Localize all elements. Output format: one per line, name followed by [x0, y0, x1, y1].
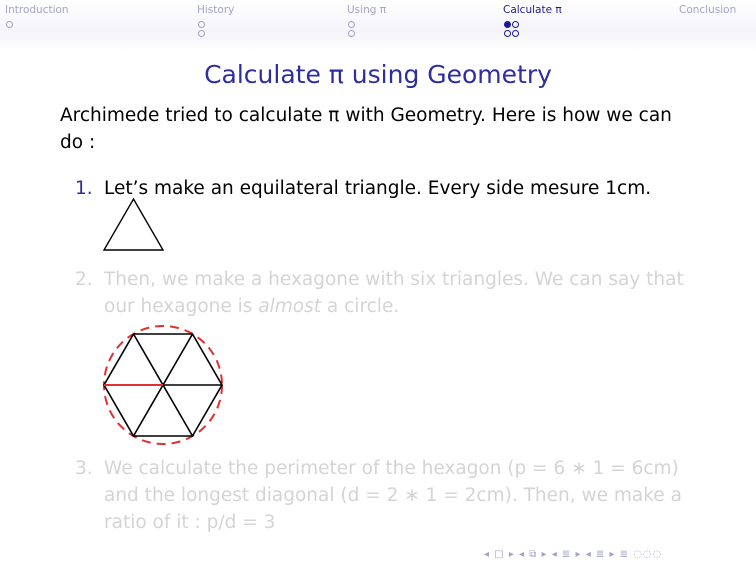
- list-text-emphasis: almost: [258, 296, 322, 317]
- nav-dot-history-2[interactable]: [198, 30, 205, 37]
- nav-dot-using-2[interactable]: [348, 30, 355, 37]
- nav-dot-history-1[interactable]: [198, 21, 205, 28]
- list-number: 2.: [75, 269, 93, 290]
- list-text: Let’s make an equilateral triangle. Every side mesure 1cm.: [104, 178, 652, 199]
- nav-section-calculate-pi[interactable]: Calculate π: [503, 4, 562, 16]
- list-text-line-3: ratio of it : p/d = 3: [104, 512, 276, 533]
- nav-dot-calc-4[interactable]: [512, 30, 519, 37]
- hexagon-diagonal-1: [134, 334, 193, 436]
- nav-dot-calc-2[interactable]: [512, 21, 519, 28]
- list-text: [104, 455, 704, 536]
- nav-dot-calc-3[interactable]: [504, 30, 511, 37]
- nav-dot-intro-1[interactable]: [6, 21, 13, 28]
- hexagon-figure: [104, 326, 222, 444]
- nav-section-conclusion[interactable]: Conclusion: [679, 4, 737, 16]
- hexagon-diagonal-2: [134, 334, 193, 436]
- intro-paragraph: Archimede tried to calculate π with Geometry. Here is how we can do :: [60, 105, 672, 153]
- hexagon: [104, 334, 222, 436]
- list-number: 3.: [75, 458, 93, 479]
- list-text-line-1: We calculate the perimeter of the hexagon (p = 6 ∗ 1 = 6cm): [104, 458, 679, 479]
- circumscribed-circle: [104, 326, 222, 444]
- list-text-line-2: and the longest diagonal (d = 2 ∗ 1 = 2cm). Then, we make a: [104, 485, 682, 506]
- list-text-part: Then, we make a hexagone with six triangles. We can say that our hexagone is: [104, 269, 684, 317]
- slide-title: Calculate π using Geometry: [204, 60, 552, 89]
- nav-section-history[interactable]: History: [197, 4, 235, 16]
- beamer-navigation-controls[interactable]: ◂ □ ▸ ◂ ⧉ ▸ ◂ ≣ ▸ ◂ ≣ ▸ ≣ ◌◌◌: [484, 549, 663, 560]
- nav-dot-calc-current[interactable]: [504, 21, 511, 28]
- nav-section-using-pi[interactable]: Using π: [347, 4, 387, 16]
- section-navigation: [0, 0, 756, 52]
- nav-dot-using-1[interactable]: [348, 21, 355, 28]
- list-text: [104, 266, 704, 320]
- equilateral-triangle: [104, 199, 163, 250]
- nav-section-introduction[interactable]: Introduction: [5, 4, 69, 16]
- list-number: 1.: [75, 178, 93, 199]
- list-text-part: a circle.: [321, 296, 400, 317]
